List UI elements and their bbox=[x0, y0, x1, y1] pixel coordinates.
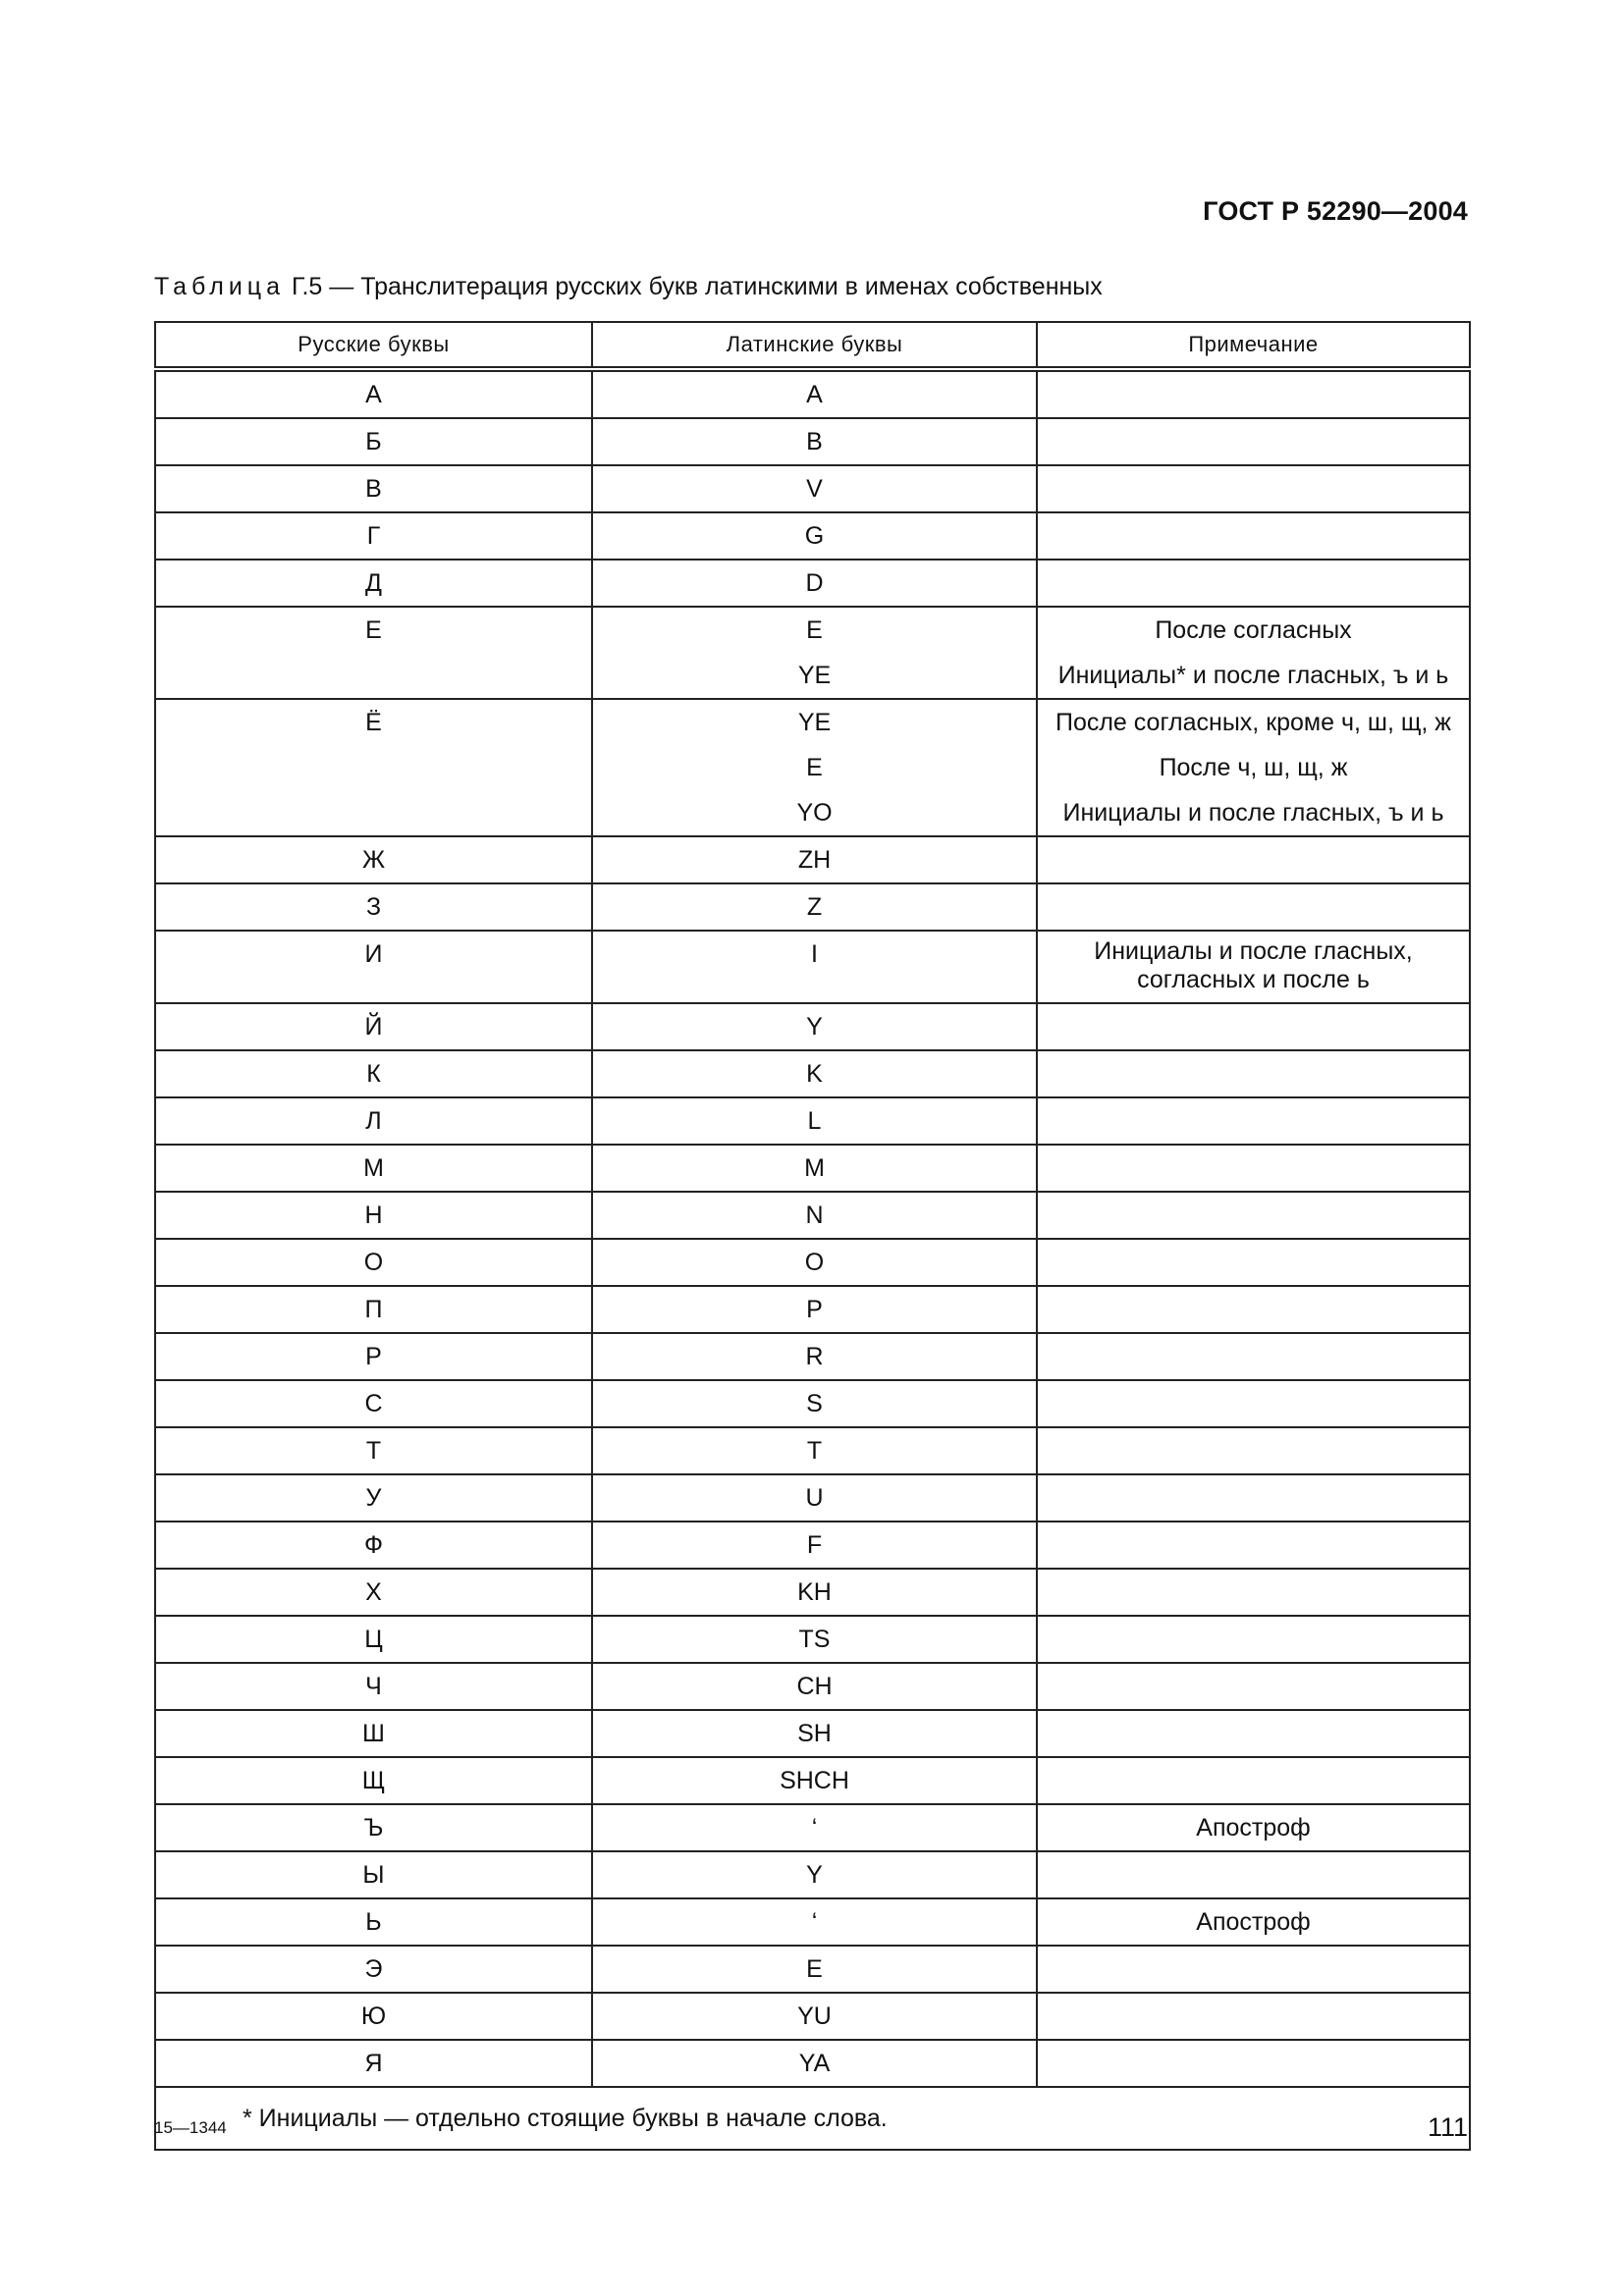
latin-variant: Y bbox=[806, 1013, 823, 1041]
note-line: После ч, ш, щ, ж bbox=[1159, 754, 1348, 781]
table-caption-label: Таблица bbox=[154, 273, 286, 300]
table-row bbox=[155, 1898, 1470, 1946]
latin-variant: A bbox=[806, 381, 823, 408]
latin-variant: Z bbox=[806, 893, 823, 921]
cell-russian-letter: А bbox=[155, 369, 592, 418]
table-caption-text: Г.5 — Транслитерация русских букв латинскими в именах собственных bbox=[291, 273, 1103, 300]
cell-russian-letter: Ы bbox=[155, 1851, 592, 1898]
cell-latin-letters bbox=[592, 1474, 1037, 1522]
latin-variant: I bbox=[811, 940, 818, 968]
cell-note bbox=[1037, 1380, 1470, 1427]
latin-variant: YA bbox=[798, 2050, 831, 2077]
latin-variant: O bbox=[804, 1249, 825, 1276]
cell-latin-letters bbox=[592, 699, 1037, 836]
latin-variant: E bbox=[806, 754, 823, 781]
table-row bbox=[155, 1145, 1470, 1192]
note-line: Инициалы и после гласных, bbox=[1094, 937, 1413, 965]
cell-latin-letters bbox=[592, 418, 1037, 465]
table-row bbox=[155, 1474, 1470, 1522]
cell-latin-letters bbox=[592, 836, 1037, 883]
table-row bbox=[155, 699, 1470, 836]
table-row bbox=[155, 2040, 1470, 2087]
latin-variant: F bbox=[806, 1531, 823, 1559]
footnote-row bbox=[155, 2087, 1470, 2150]
note-line: После согласных, кроме ч, ш, щ, ж bbox=[1055, 709, 1452, 736]
table-row bbox=[155, 560, 1470, 607]
cell-note bbox=[1037, 607, 1470, 699]
cell-note bbox=[1037, 1522, 1470, 1569]
note-line: Инициалы* и после гласных, ъ и ь bbox=[1057, 662, 1449, 689]
cell-latin-letters bbox=[592, 2040, 1037, 2087]
latin-variant: ZH bbox=[797, 846, 832, 874]
table-row bbox=[155, 836, 1470, 883]
cell-latin-letters bbox=[592, 1757, 1037, 1804]
latin-variant: SH bbox=[797, 1720, 832, 1747]
cell-russian-letter: Л bbox=[155, 1097, 592, 1145]
cell-latin-letters bbox=[592, 1569, 1037, 1616]
cell-note bbox=[1037, 1145, 1470, 1192]
note-line: Инициалы и после гласных, ъ и ь bbox=[1062, 799, 1444, 827]
table-row bbox=[155, 1569, 1470, 1616]
cell-note bbox=[1037, 1427, 1470, 1474]
cell-note bbox=[1037, 418, 1470, 465]
cell-latin-letters bbox=[592, 1993, 1037, 2040]
cell-note bbox=[1037, 1569, 1470, 1616]
cell-latin-letters bbox=[592, 1097, 1037, 1145]
cell-russian-letter: О bbox=[155, 1239, 592, 1286]
cell-russian-letter: Ч bbox=[155, 1663, 592, 1710]
cell-russian-letter: Д bbox=[155, 560, 592, 607]
cell-note bbox=[1037, 1474, 1470, 1522]
cell-note bbox=[1037, 1993, 1470, 2040]
cell-russian-letter: Ц bbox=[155, 1616, 592, 1663]
cell-latin-letters bbox=[592, 1333, 1037, 1380]
latin-variant: R bbox=[805, 1343, 824, 1370]
cell-latin-letters bbox=[592, 1050, 1037, 1097]
cell-note bbox=[1037, 1333, 1470, 1380]
cell-russian-letter: Э bbox=[155, 1946, 592, 1993]
cell-note bbox=[1037, 1050, 1470, 1097]
cell-note bbox=[1037, 1663, 1470, 1710]
cell-russian-letter: У bbox=[155, 1474, 592, 1522]
table-row bbox=[155, 1333, 1470, 1380]
cell-latin-letters bbox=[592, 1616, 1037, 1663]
footnote: * Инициалы — отдельно стоящие буквы в начале слова. bbox=[155, 2087, 1470, 2150]
cell-latin-letters bbox=[592, 883, 1037, 931]
latin-variant: KH bbox=[797, 1578, 832, 1606]
table-row bbox=[155, 1522, 1470, 1569]
cell-latin-letters bbox=[592, 931, 1037, 1003]
cell-russian-letter: К bbox=[155, 1050, 592, 1097]
table-row bbox=[155, 883, 1470, 931]
note-line: Апостроф bbox=[1196, 1814, 1311, 1842]
cell-russian-letter: Я bbox=[155, 2040, 592, 2087]
cell-latin-letters bbox=[592, 1522, 1037, 1569]
cell-latin-letters bbox=[592, 1710, 1037, 1757]
latin-variant: YO bbox=[796, 799, 833, 827]
cell-latin-letters bbox=[592, 1898, 1037, 1946]
note-line: Апостроф bbox=[1196, 1908, 1311, 1936]
cell-note bbox=[1037, 699, 1470, 836]
header-note: Примечание bbox=[1037, 322, 1470, 369]
table-caption bbox=[154, 273, 1103, 301]
table-row bbox=[155, 1192, 1470, 1239]
latin-variant: L bbox=[807, 1107, 822, 1135]
cell-russian-letter: Ж bbox=[155, 836, 592, 883]
note-line: согласных и после ь bbox=[1137, 966, 1370, 993]
cell-note bbox=[1037, 1003, 1470, 1050]
cell-latin-letters bbox=[592, 1003, 1037, 1050]
cell-note bbox=[1037, 560, 1470, 607]
cell-russian-letter: Ф bbox=[155, 1522, 592, 1569]
cell-note bbox=[1037, 836, 1470, 883]
latin-variant: YE bbox=[797, 662, 832, 689]
cell-russian-letter: Ь bbox=[155, 1898, 592, 1946]
table-row bbox=[155, 1050, 1470, 1097]
cell-russian-letter: Б bbox=[155, 418, 592, 465]
cell-russian-letter: Ю bbox=[155, 1993, 592, 2040]
latin-variant: G bbox=[804, 522, 825, 550]
latin-variant: ‘ bbox=[811, 1908, 818, 1936]
cell-latin-letters bbox=[592, 465, 1037, 512]
cell-russian-letter: Х bbox=[155, 1569, 592, 1616]
cell-russian-letter: И bbox=[155, 931, 592, 1003]
table-row bbox=[155, 607, 1470, 699]
table-row bbox=[155, 1380, 1470, 1427]
cell-latin-letters bbox=[592, 1286, 1037, 1333]
table-row bbox=[155, 465, 1470, 512]
cell-latin-letters bbox=[592, 1851, 1037, 1898]
table-row bbox=[155, 1286, 1470, 1333]
cell-note bbox=[1037, 1804, 1470, 1851]
header-latin-letters: Латинские буквы bbox=[592, 322, 1037, 369]
cell-note bbox=[1037, 465, 1470, 512]
cell-latin-letters bbox=[592, 1427, 1037, 1474]
transliteration-table bbox=[154, 321, 1471, 2151]
header-russian-letters: Русские буквы bbox=[155, 322, 592, 369]
cell-note bbox=[1037, 1097, 1470, 1145]
latin-variant: E bbox=[806, 1955, 823, 1983]
cell-russian-letter: З bbox=[155, 883, 592, 931]
latin-variant: B bbox=[806, 428, 823, 455]
cell-latin-letters bbox=[592, 1663, 1037, 1710]
cell-note bbox=[1037, 2040, 1470, 2087]
table-row bbox=[155, 369, 1470, 418]
cell-latin-letters bbox=[592, 1192, 1037, 1239]
note-line: После согласных bbox=[1155, 616, 1352, 644]
cell-note bbox=[1037, 369, 1470, 418]
cell-russian-letter: Щ bbox=[155, 1757, 592, 1804]
table-row bbox=[155, 1097, 1470, 1145]
cell-russian-letter: Р bbox=[155, 1333, 592, 1380]
cell-note bbox=[1037, 1616, 1470, 1663]
latin-variant: YU bbox=[797, 2002, 832, 2030]
print-code: 15—1344 bbox=[154, 2118, 227, 2137]
latin-variant: E bbox=[806, 616, 823, 644]
cell-russian-letter: Й bbox=[155, 1003, 592, 1050]
cell-latin-letters bbox=[592, 560, 1037, 607]
latin-variant: U bbox=[805, 1484, 824, 1512]
cell-latin-letters bbox=[592, 1145, 1037, 1192]
cell-latin-letters bbox=[592, 512, 1037, 560]
table-row bbox=[155, 1946, 1470, 1993]
cell-note bbox=[1037, 1710, 1470, 1757]
cell-russian-letter: С bbox=[155, 1380, 592, 1427]
latin-variant: SHCH bbox=[780, 1767, 849, 1794]
latin-variant: CH bbox=[796, 1673, 833, 1700]
cell-russian-letter: Т bbox=[155, 1427, 592, 1474]
cell-latin-letters bbox=[592, 607, 1037, 699]
cell-note bbox=[1037, 1757, 1470, 1804]
latin-variant: V bbox=[806, 475, 823, 503]
table-row bbox=[155, 1757, 1470, 1804]
table-row bbox=[155, 1003, 1470, 1050]
table-row bbox=[155, 1616, 1470, 1663]
cell-note bbox=[1037, 1946, 1470, 1993]
table-row bbox=[155, 1710, 1470, 1757]
table-row bbox=[155, 931, 1470, 1003]
table-row bbox=[155, 1851, 1470, 1898]
page-number: 111 bbox=[1427, 2112, 1468, 2142]
cell-note bbox=[1037, 1192, 1470, 1239]
cell-note bbox=[1037, 883, 1470, 931]
cell-note bbox=[1037, 512, 1470, 560]
table-row bbox=[155, 1663, 1470, 1710]
latin-variant: N bbox=[805, 1201, 824, 1229]
cell-latin-letters bbox=[592, 1946, 1037, 1993]
cell-russian-letter: Ш bbox=[155, 1710, 592, 1757]
latin-variant: K bbox=[806, 1060, 823, 1088]
cell-note bbox=[1037, 1239, 1470, 1286]
latin-variant: T bbox=[806, 1437, 823, 1465]
cell-russian-letter: Е bbox=[155, 607, 592, 699]
table-row bbox=[155, 1427, 1470, 1474]
latin-variant: S bbox=[806, 1390, 823, 1417]
cell-latin-letters bbox=[592, 369, 1037, 418]
latin-variant: P bbox=[806, 1296, 823, 1323]
table-row bbox=[155, 1239, 1470, 1286]
cell-russian-letter: П bbox=[155, 1286, 592, 1333]
cell-note bbox=[1037, 931, 1470, 1003]
document-code: ГОСТ Р 52290—2004 bbox=[1203, 196, 1468, 226]
latin-variant: M bbox=[804, 1154, 825, 1182]
table-header-row bbox=[155, 322, 1470, 369]
cell-russian-letter: Ъ bbox=[155, 1804, 592, 1851]
cell-note bbox=[1037, 1898, 1470, 1946]
latin-variant: Y bbox=[806, 1861, 823, 1889]
table-row bbox=[155, 1993, 1470, 2040]
table-row bbox=[155, 1804, 1470, 1851]
cell-note bbox=[1037, 1851, 1470, 1898]
cell-russian-letter: Ё bbox=[155, 699, 592, 836]
table-row bbox=[155, 512, 1470, 560]
cell-latin-letters bbox=[592, 1804, 1037, 1851]
latin-variant: YE bbox=[797, 709, 832, 736]
cell-russian-letter: Н bbox=[155, 1192, 592, 1239]
latin-variant: ‘ bbox=[811, 1814, 818, 1842]
cell-russian-letter: Г bbox=[155, 512, 592, 560]
cell-latin-letters bbox=[592, 1239, 1037, 1286]
table-row bbox=[155, 418, 1470, 465]
latin-variant: TS bbox=[798, 1626, 831, 1653]
cell-note bbox=[1037, 1286, 1470, 1333]
cell-latin-letters bbox=[592, 1380, 1037, 1427]
latin-variant: D bbox=[805, 569, 824, 597]
cell-russian-letter: М bbox=[155, 1145, 592, 1192]
cell-russian-letter: В bbox=[155, 465, 592, 512]
